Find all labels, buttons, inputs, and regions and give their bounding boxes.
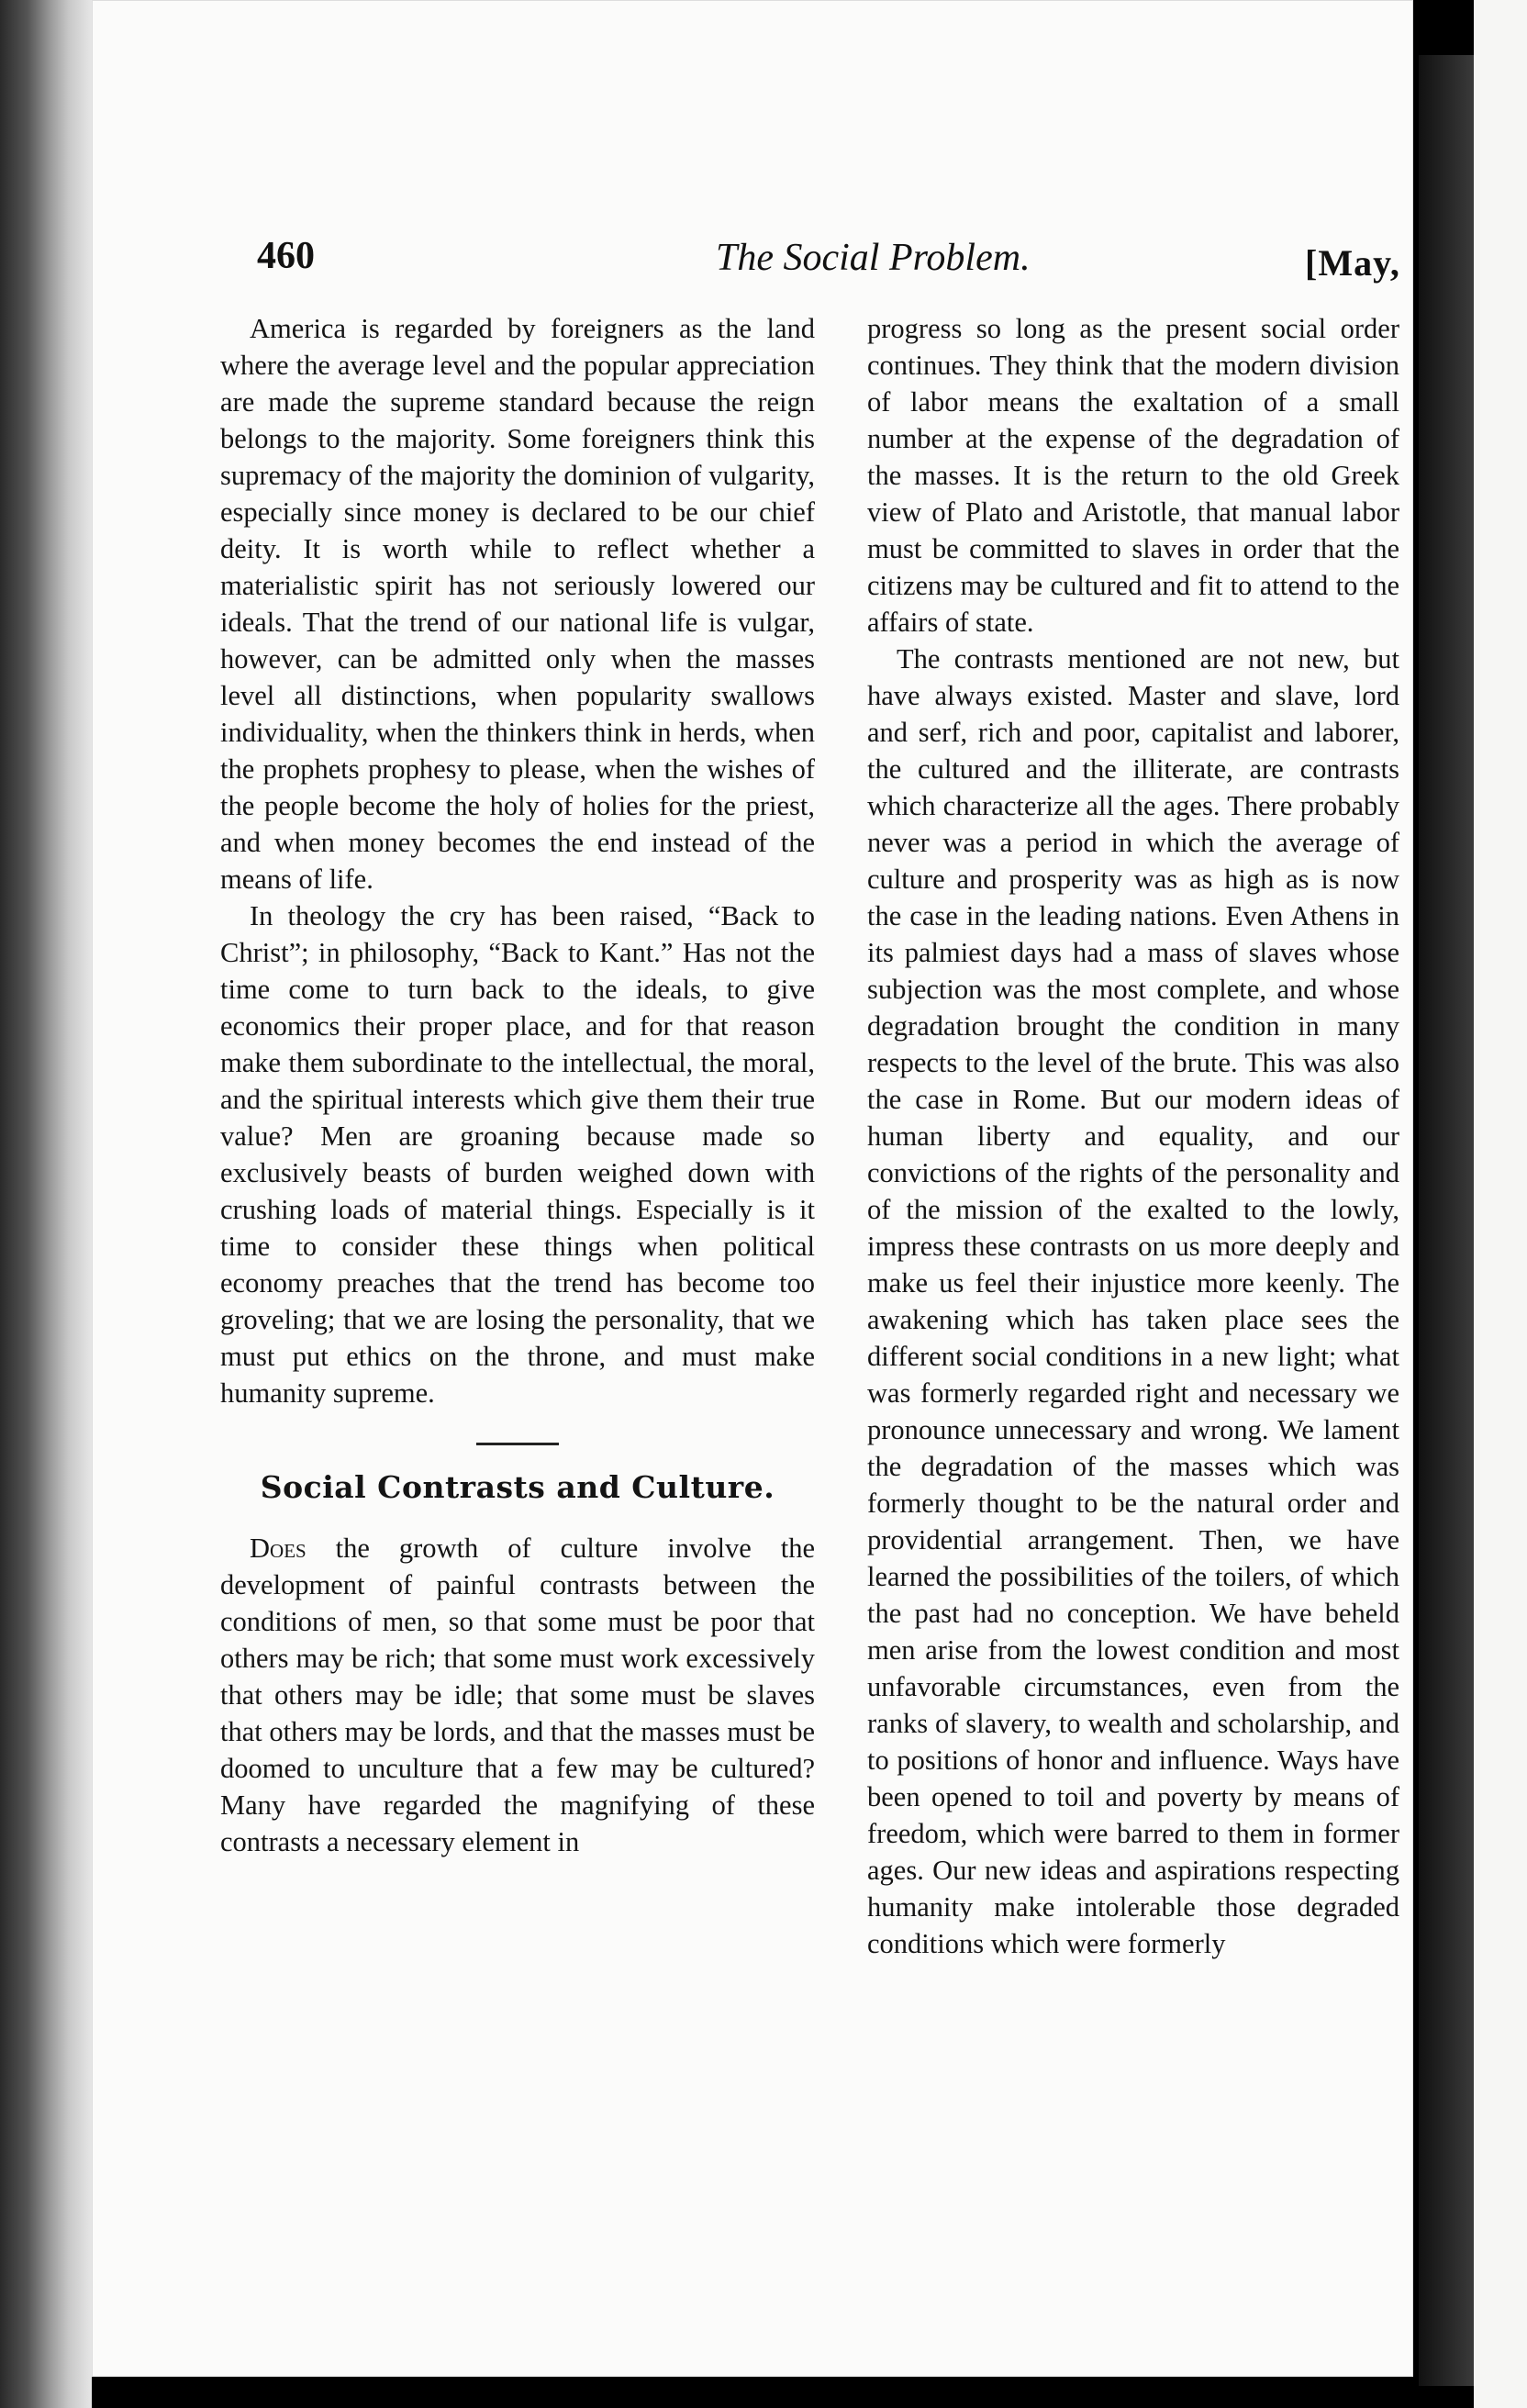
drop-lead-word: Does xyxy=(250,1533,307,1564)
paragraph: In theology the cry has been raised, “Back to Christ”; in philosophy, “Back to Kant.” Has not the time come to turn back to the ideals, to give economics their proper place, and for that reason make them subordinate to the intellectual, the moral, and the spiritual interests which give them their true value? Men are groaning because made so exclusively beasts of burden weighed down with crushing loads of material things. Especially is it time to consider these things when political economy preaches that the trend has become too groveling; that we are losing the personality, that we must put ethics on the throne, and must make humanity supreme. xyxy=(220,900,815,1409)
facing-page-edge xyxy=(1419,55,1474,2386)
paragraph xyxy=(220,1530,815,1860)
right-column xyxy=(867,310,1399,1962)
running-month: [May, xyxy=(1305,242,1400,284)
running-title: The Social Problem. xyxy=(716,237,1031,279)
section-divider xyxy=(476,1443,559,1445)
paragraph-text: the growth of culture involve the development of painful contrasts between the conditions of men, so that some must be poor that others may be rich; that some must work excessively that others may be idle; that some must be slaves that others may be lords, and that the masses must be doomed to unculture that a few may be cultured? Many have regarded the magnifying of these contrasts a necessary element in xyxy=(220,1533,815,1857)
page-header xyxy=(92,234,1413,289)
paragraph: progress so long as the present social order continues. They think that the modern division of labor means the exaltation of a small number at the expense of the degradation of the masses. It is the return to the old Greek view of Plato and Aristotle, that manual labor must be committed to slaves in order that the citizens may be cultured and fit to attend to the affairs of state. xyxy=(867,313,1399,638)
page-number: 460 xyxy=(257,235,315,277)
paragraph: The contrasts mentioned are not new, but have always existed. Master and slave, lord and serf, rich and poor, capitalist and laborer, the cultured and the illiterate, are contrasts which characterize all the ages. There probably never was a period in which the average of culture and prosperity was as high as is now the case in the leading nations. Even Athens in its palmiest days had a mass of slaves whose subjection was the most complete, and whose degradation brought the condition in many respects to the level of the brute. This was also the case in Rome. But our modern ideas of human liberty and equality, and our convictions of the rights of the personality and of the mission of the exalted to the lowly, impress these contrasts on us more deeply and make us feel their injustice more keenly. The awakening which has taken place sees the different social conditions in a new light; what was formerly regarded right and necessary we pronounce unnecessary and wrong. We lament the degradation of the masses which was formerly thought to be the natural order and providential arrangement. Then, we have learned the possibilities of the toilers, of which the past had no conception. We have beheld men arise from the lowest condition and most unfavorable circumstances, even from the ranks of slavery, to wealth and scholarship, and to positions of honor and influence. Ways have been opened to toil and poverty by means of freedom, which were barred to them in former ages. Our new ideas and aspirations respecting humanity make intolerable those degraded conditions which were formerly xyxy=(867,643,1399,1959)
book-gutter xyxy=(0,0,92,2408)
left-column xyxy=(220,310,815,1860)
book-page xyxy=(92,0,1413,2377)
section-heading: Social Contrasts and Culture. xyxy=(260,1469,775,1505)
paragraph: America is regarded by foreigners as the land where the average level and the popular appreciation are made the supreme standard because the reign belongs to the majority. Some foreigners think this supremacy of the majority the dominion of vulgarity, especially since money is declared to be our chief deity. It is worth while to reflect whether a materialistic spirit has not seriously lowered our ideals. That the trend of our national life is vulgar, however, can be admitted only when the masses level all distinctions, when popularity swallows individuality, when the thinkers think in herds, when the prophets prophesy to please, when the wishes of the people become the holy of holies for the priest, and when money becomes the end instead of the means of life. xyxy=(220,313,815,895)
facing-page xyxy=(1474,0,1527,2408)
